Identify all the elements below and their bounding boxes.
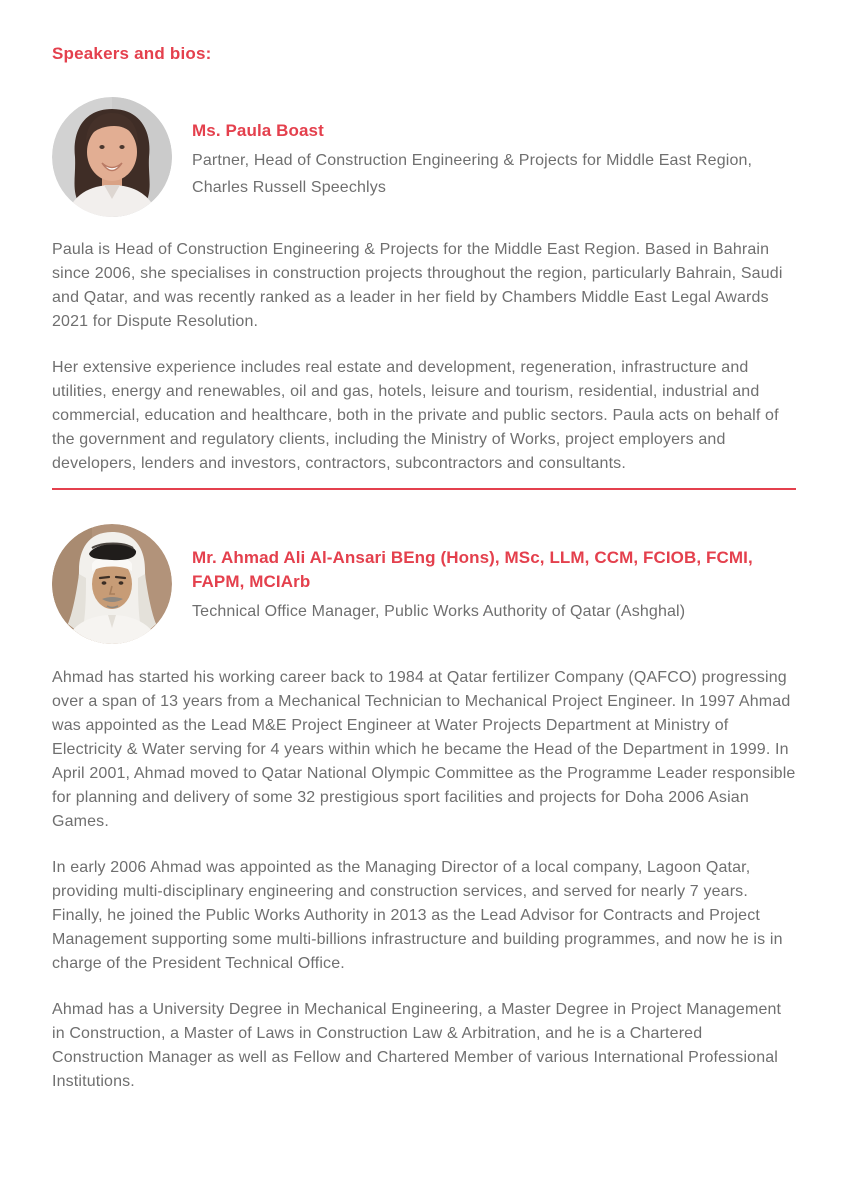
speaker-identity <box>192 524 753 625</box>
speaker-header <box>52 524 796 644</box>
section-divider <box>52 488 796 490</box>
speaker-header <box>52 97 796 217</box>
portrait-woman-photo <box>52 97 172 217</box>
bio-paragraph: Paula is Head of Construction Engineering & Projects for the Middle East Region. Based in Bahrain since 2006, she specialises in construction projects throughout the region, particularly Bahrain, Saudi and Qatar, and was recently ranked as a leader in her field by Chambers Middle East Legal Awards 2021 for Dispute Resolution. <box>52 241 783 330</box>
speaker-card-paula-boast <box>52 97 796 476</box>
speaker-title-line: Charles Russell Speechlys <box>192 179 387 196</box>
speaker-title <box>192 147 752 201</box>
speaker-identity <box>192 97 752 201</box>
avatar-paula-boast <box>52 97 172 217</box>
speaker-name-line: Mr. Ahmad Ali Al-Ansari BEng (Hons), MSc, LLM, CCM, FCIOB, FCMI, <box>192 548 753 567</box>
avatar-ahmad-al-ansari <box>52 524 172 644</box>
bio-paragraph: Ahmad has started his working career back to 1984 at Qatar fertilizer Company (QAFCO) progressing over a span of 13 years from a Mechanical Technician to Mechanical Project Engineer. In 1997 Ahmad was appointed as the Lead M&E Project Engineer at Water Projects Department at Ministry of Electricity & Water serving for 4 years within which he became the Head of the Department in 1999. In April 2001, Ahmad moved to Qatar National Olympic Committee as the Programme Leader responsible for planning and delivery of some 32 prestigious sport facilities and projects for Doha 2006 Asian Games. <box>52 669 796 830</box>
speaker-name: Ms. Paula Boast <box>192 121 324 140</box>
speaker-title-line: Technical Office Manager, Public Works Authority of Qatar (Ashghal) <box>192 603 686 620</box>
bio-paragraph: Ahmad has a University Degree in Mechanical Engineering, a Master Degree in Project Management in Construction, a Master of Laws in Construction Law & Arbitration, and he is a Chartered Construction Manager as well as Fellow and Chartered Member of various International Professional Institutions. <box>52 1001 782 1090</box>
speaker-card-ahmad-al-ansari <box>52 524 796 1094</box>
speaker-name <box>192 546 753 594</box>
bio-paragraph: Her extensive experience includes real estate and development, regeneration, infrastructure and utilities, energy and renewables, oil and gas, hotels, leisure and tourism, residential, industrial and commercial, education and healthcare, both in the private and public sectors. Paula acts on behalf of the government and regulatory clients, including the Ministry of Works, project employers and developers, lenders and investors, contractors, subcontractors and consultants. <box>52 359 779 472</box>
page-title: Speakers and bios: <box>52 44 212 63</box>
speaker-name-line: FAPM, MCIArb <box>192 572 311 591</box>
bio-paragraph: In early 2006 Ahmad was appointed as the Managing Director of a local company, Lagoon Qatar, providing multi-disciplinary engineering and construction services, and served for nearly 7 years. Finally, he joined the Public Works Authority in 2013 as the Lead Advisor for Contracts and Project Management supporting some multi-billions infrastructure and building programmes, and now he is in charge of the President Technical Office. <box>52 859 783 972</box>
speaker-title-line: Partner, Head of Construction Engineering & Projects for Middle East Region, <box>192 152 753 169</box>
portrait-man-photo <box>52 524 172 644</box>
speaker-title <box>192 598 753 625</box>
